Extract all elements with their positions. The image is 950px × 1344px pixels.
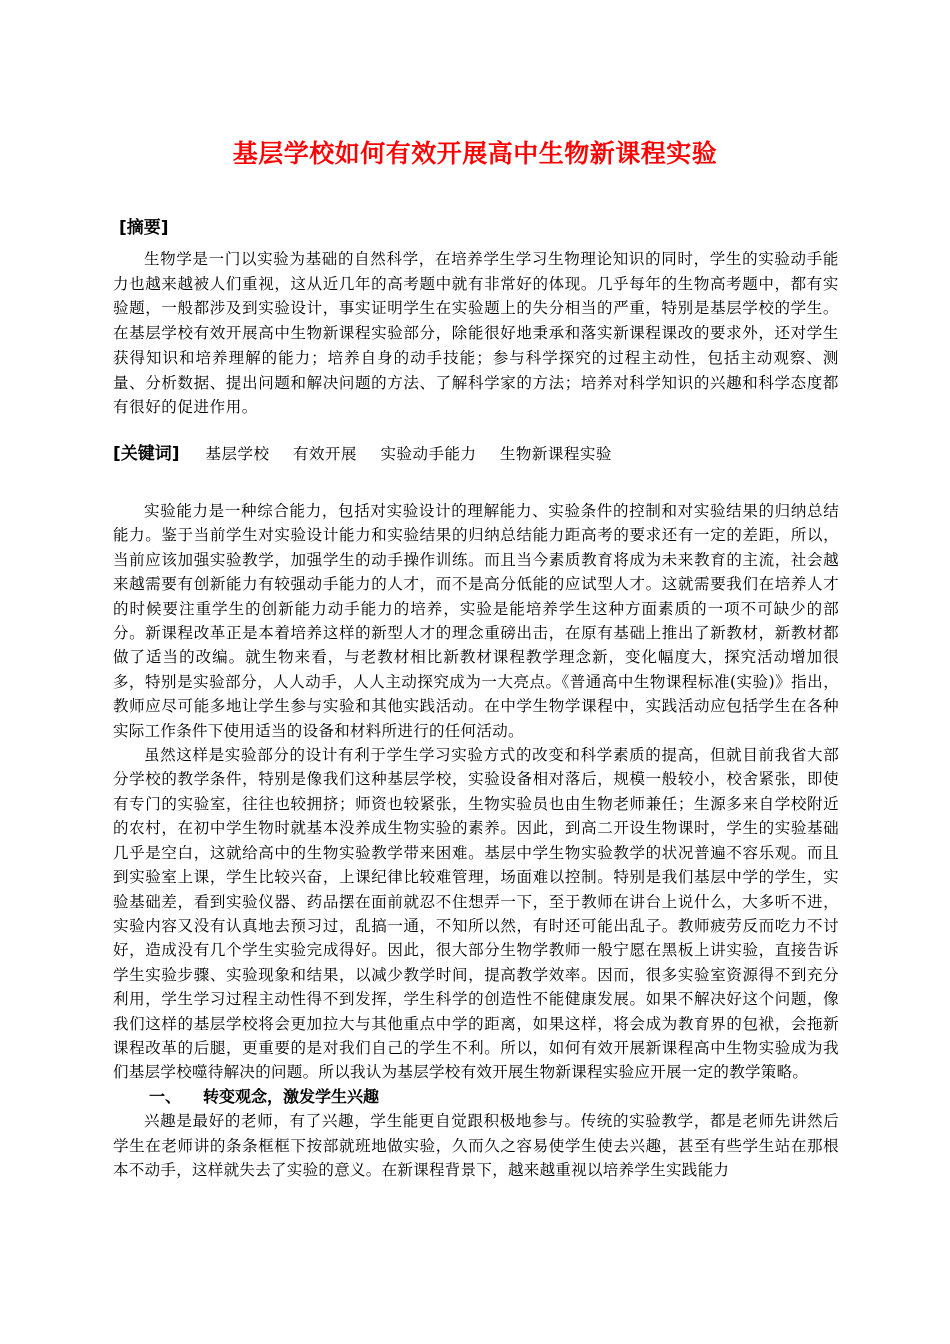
keywords-label: [关键词] [113,444,180,464]
document-title: 基层学校如何有效开展高中生物新课程实验 [232,139,718,168]
keywords-list [206,442,630,464]
keyword: 生物新课程实验 [499,445,612,463]
body-paragraph: 虽然这样是实验部分的设计有利于学生学习实验方式的改变和科学素质的提高，但就目前我省大部分学校的教学条件，特别是像我们这种基层学校，实验设备相对落后，规模一般较小，校舍紧张，即使有专门的实验室，往往也较拥挤；师资也较紧张，生物实验员也由生物老师兼任；生源多来自学校附近的农村，在初中学生物时就基本没养成生物实验的素养。因此，到高二开设生物课时，学生的实验基础几乎是空白，这就给高中的生物实验教学带来困难。基层中学生物实验教学的状况普遍不容乐观。而且到实验室上课，学生比较兴奋，上课纪律比较难管理，场面难以控制。特别是我们基层中学的学生，实验基础差，看到实验仪器、药品摆在面前就忍不住想弄一下，至于教师在讲台上说什么，大多听不进，实验内容又没有认真地去预习过，乱搞一通，不知所以然，有时还可能出乱子。教师疲劳反而吃力不讨好，造成没有几个学生实验完成得好。因此，很大部分生物学教师一般宁愿在黑板上讲实验，直接告诉学生实验步骤、实验现象和结果，以减少教学时间，提高教学效率。因而，很多实验室资源得不到充分利用，学生学习过程主动性得不到发挥，学生科学的创造性不能健康发展。如果不解决好这个问题，像我们这样的基层学校将会更加拉大与其他重点中学的距离，如果这样，将会成为教育界的包袱，会拖新课程改革的后腿，更重要的是对我们自己的学生不利。所以，如何有效开展新课程高中生物实验成为我们基层学校噬待解决的问题。所以我认为基层学校有效开展生物新课程实验应开展一定的教学策略。 [113,746,839,1082]
abstract-text: 生物学是一门以实验为基础的自然科学，在培养学生学习生物理论知识的同时，学生的实验动手能力也越来越被人们重视，这从近几年的高考题中就有非常好的体现。几乎每年的生物高考题中，都有实验题，一般都涉及到实验设计，事实证明学生在实验题上的失分相当的严重，特别是基层学校的学生。在基层学校有效开展高中生物新课程实验部分，除能很好地秉承和落实新课程课改的要求外，还对学生获得知识和培养理解的能力；培养自身的动手技能；参与科学探究的过程主动性，包括主动观察、测量、分析数据、提出问题和解决问题的方法、了解科学家的方法；培养对科学知识的兴趣和科学态度都有很好的促进作用。 [113,250,839,417]
keyword: 实验动手能力 [380,445,477,463]
body-text [113,499,839,1182]
body-paragraph: 兴趣是最好的老师，有了兴趣，学生能更自觉跟积极地参与。传统的实验教学，都是老师先讲然后学生在老师讲的条条框框下按部就班地做实验，久而久之容易使学生使去兴趣，甚至有些学生站在那根本不动手，这样就失去了实验的意义。在新课程背景下，越来越重视以培养学生实践能力 [113,1112,839,1179]
keyword: 基层学校 [205,445,270,463]
section-title: 转变观念，激发学生兴趣 [203,1086,380,1106]
section-heading [113,1085,839,1109]
keyword: 有效开展 [293,445,358,463]
section-number: 一、 [149,1086,182,1106]
body-paragraph: 实验能力是一种综合能力，包括对实验设计的理解能力、实验条件的控制和对实验结果的归纳总结能力。鉴于当前学生对实验设计能力和实验结果的归纳总结能力距高考的要求还有一定的差距，所以，当前应该加强实验教学，加强学生的动手操作训练。而且当今素质教育将成为未来教育的主流，社会越来越需要有创新能力有较强动手能力的人才，而不是高分低能的应试型人才。这就需要我们在培养人才的时候要注重学生的创新能力动手能力的培养，实验是能培养学生这种方面素质的一项不可缺少的部分。新课程改革正是本着培养这样的新型人才的理念重磅出击，在原有基础上推出了新教材，新教材都做了适当的改编。就生物来看，与老教材相比新教材课程教学理念新，变化幅度大，探究活动增加很多，特别是实验部分，人人动手，人人主动探究成为一大亮点。《普通高中生物课程标准(实验)》指出，教师应尽可能多地让学生参与实验和其他实践活动。在中学生物学课程中，实践活动应包括学生在各种实际工作条件下使用适当的设备和材料所进行的任何活动。 [113,502,839,740]
abstract-heading: [摘要] [119,218,169,238]
keywords-line [113,439,630,464]
